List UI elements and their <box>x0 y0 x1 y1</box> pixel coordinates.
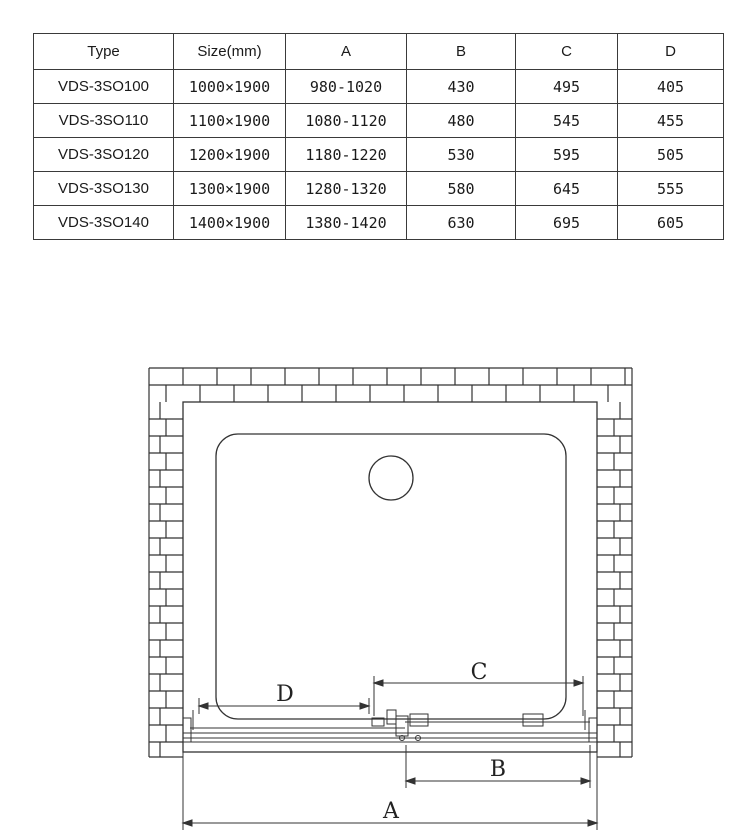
header-c: C <box>516 34 618 70</box>
cell-a: 1180-1220 <box>286 138 407 172</box>
header-type: Type <box>34 34 174 70</box>
cell-d: 605 <box>618 206 724 240</box>
cell-type: VDS-3SO130 <box>34 172 174 206</box>
cell-type: VDS-3SO110 <box>34 104 174 138</box>
dimension-label-c: C <box>470 660 488 685</box>
header-a: A <box>286 34 407 70</box>
cell-b: 480 <box>407 104 516 138</box>
cell-size: 1000×1900 <box>174 70 286 104</box>
cell-d: 455 <box>618 104 724 138</box>
cell-size: 1100×1900 <box>174 104 286 138</box>
cell-d: 505 <box>618 138 724 172</box>
cell-a: 1380-1420 <box>286 206 407 240</box>
cell-size: 1400×1900 <box>174 206 286 240</box>
cell-c: 545 <box>516 104 618 138</box>
cell-type: VDS-3SO140 <box>34 206 174 240</box>
header-d: D <box>618 34 724 70</box>
cell-size: 1300×1900 <box>174 172 286 206</box>
dimension-label-a: A <box>383 799 399 824</box>
cell-b: 530 <box>407 138 516 172</box>
cell-c: 645 <box>516 172 618 206</box>
cell-type: VDS-3SO120 <box>34 138 174 172</box>
cell-d: 555 <box>618 172 724 206</box>
dimension-label-b: B <box>489 757 507 782</box>
cell-type: VDS-3SO100 <box>34 70 174 104</box>
cell-size: 1200×1900 <box>174 138 286 172</box>
cell-a: 980-1020 <box>286 70 407 104</box>
header-size: Size(mm) <box>174 34 286 70</box>
cell-b: 630 <box>407 206 516 240</box>
wall-opening <box>183 402 597 752</box>
dimension-label-d: D <box>276 682 294 707</box>
cell-b: 430 <box>407 70 516 104</box>
header-b: B <box>407 34 516 70</box>
cell-d: 405 <box>618 70 724 104</box>
cell-c: 495 <box>516 70 618 104</box>
cell-c: 695 <box>516 206 618 240</box>
cell-a: 1080-1120 <box>286 104 407 138</box>
cell-b: 580 <box>407 172 516 206</box>
cell-a: 1280-1320 <box>286 172 407 206</box>
cell-c: 595 <box>516 138 618 172</box>
